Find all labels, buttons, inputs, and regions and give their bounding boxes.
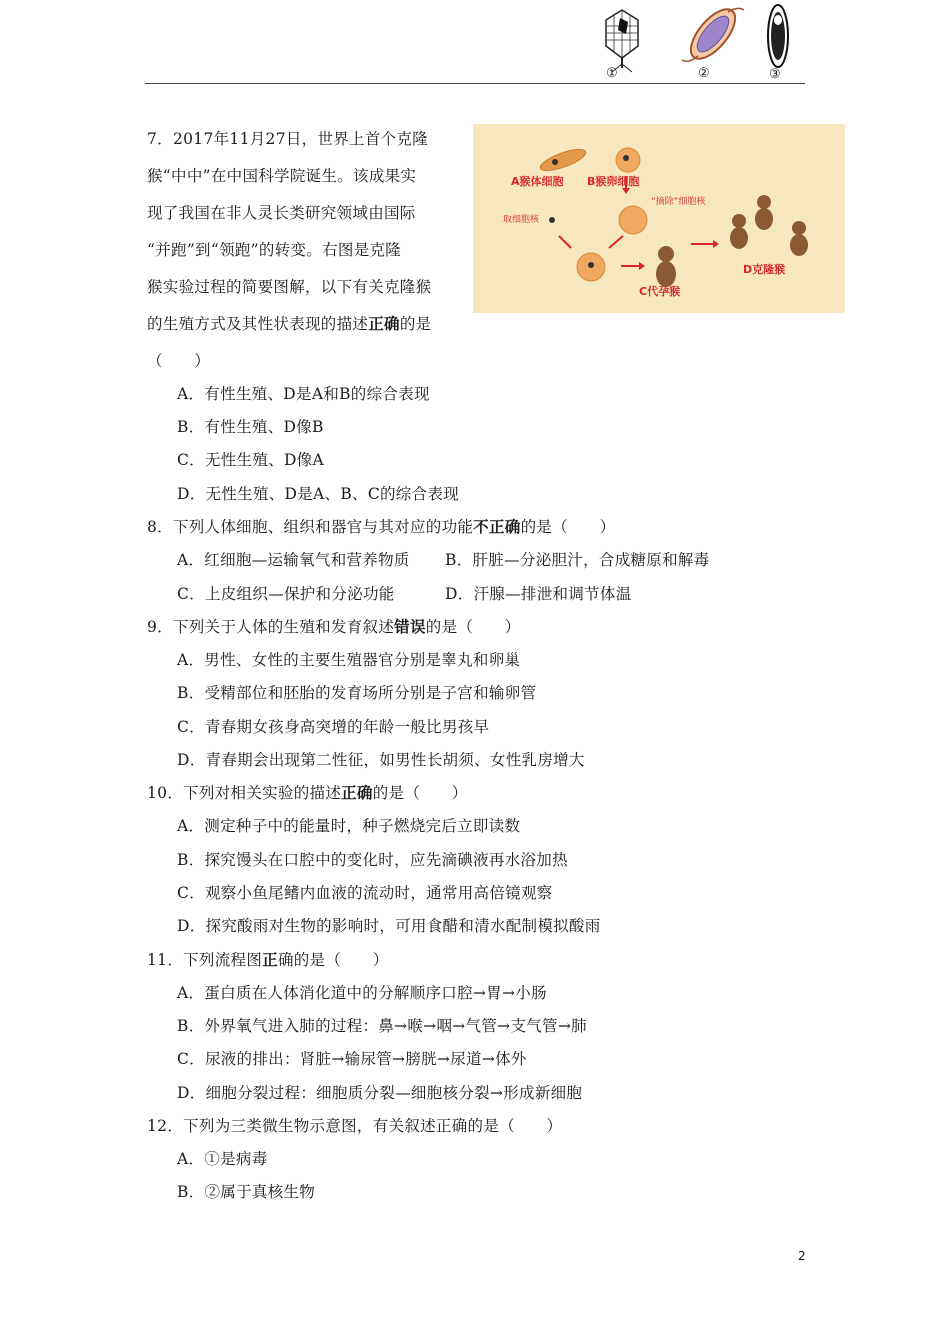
q7-option-b: B．有性生殖、D像B bbox=[177, 418, 324, 436]
cloning-diagram bbox=[473, 124, 845, 313]
q7-paren: （ ） bbox=[147, 352, 211, 370]
q9-option-c: C．青春期女孩身高突增的年龄一般比男孩早 bbox=[177, 718, 490, 736]
q7-line-1: 7．2017年11月27日，世界上首个克隆 bbox=[147, 130, 429, 148]
q10-stem: 10．下列对相关实验的描述正确的是（ ） bbox=[147, 784, 468, 802]
microbe-label-3: ③ bbox=[769, 67, 781, 82]
figure-label-b: B猴卵细胞 bbox=[587, 175, 640, 188]
q7-option-c: C．无性生殖、D像A bbox=[177, 451, 324, 469]
q10-option-a: A．测定种子中的能量时，种子燃烧完后立即读数 bbox=[177, 817, 521, 835]
figure-label-d: D克隆猴 bbox=[743, 263, 786, 276]
q7-line-6: 的生殖方式及其性状表现的描述正确的是 bbox=[147, 315, 432, 333]
q12-stem: 12．下列为三类微生物示意图，有关叙述正确的是（ ） bbox=[147, 1117, 563, 1135]
figure-label-a: A猴体细胞 bbox=[511, 175, 564, 188]
q11-option-b: B．外界氧气进入肺的过程：鼻→喉→咽→气管→支气管→肺 bbox=[177, 1017, 587, 1035]
q7-line-5: 猴实验过程的简要图解，以下有关克隆猴 bbox=[147, 278, 432, 296]
q10-option-d: D．探究酸雨对生物的影响时，可用食醋和清水配制模拟酸雨 bbox=[177, 917, 601, 935]
q8-option-b: B．肝脏—分泌胆汁，合成糖原和解毒 bbox=[445, 551, 710, 569]
q11-option-d: D．细胞分裂过程：细胞质分裂—细胞核分裂→形成新细胞 bbox=[177, 1084, 583, 1102]
yeast-illustration bbox=[766, 2, 790, 70]
q7-line-2: 猴“中中”在中国科学院诞生。该成果实 bbox=[147, 167, 417, 185]
q12-option-a: A．①是病毒 bbox=[177, 1150, 268, 1168]
microbe-label-1: ① bbox=[606, 66, 618, 81]
q7-line-4: “并跑”到“领跑”的转变。右图是克隆 bbox=[147, 241, 402, 259]
q9-option-d: D．青春期会出现第二性征，如男性长胡须、女性乳房增大 bbox=[177, 751, 585, 769]
figure-label-c: C代孕猴 bbox=[639, 285, 681, 298]
q8-option-c: C．上皮组织—保护和分泌功能 bbox=[177, 585, 395, 603]
q7-line-3: 现了我国在非人灵长类研究领域由国际 bbox=[147, 204, 416, 222]
q9-option-a: A．男性、女性的主要生殖器官分别是睾丸和卵巢 bbox=[177, 651, 521, 669]
q7-option-d: D．无性生殖、D是A、B、C的综合表现 bbox=[177, 485, 459, 503]
microbe-label-2: ② bbox=[698, 66, 710, 81]
q11-option-a: A．蛋白质在人体消化道中的分解顺序口腔→胃→小肠 bbox=[177, 984, 547, 1002]
q12-option-b: B．②属于真核生物 bbox=[177, 1183, 316, 1201]
figure-label-take-nucleus: 取细胞核 bbox=[503, 215, 540, 225]
q9-option-b: B．受精部位和胚胎的发育场所分别是子宫和输卵管 bbox=[177, 684, 537, 702]
q8-option-a: A．红细胞—运输氧气和营养物质 bbox=[177, 551, 410, 569]
q9-emphasis: 错误 bbox=[394, 618, 426, 636]
q7-emphasis: 正确 bbox=[368, 315, 400, 333]
header-divider bbox=[145, 83, 805, 84]
q11-stem: 11．下列流程图正确的是（ ） bbox=[147, 951, 389, 969]
q7-option-a: A．有性生殖、D是A和B的综合表现 bbox=[177, 385, 430, 403]
q8-stem: 8．下列人体细胞、组织和器官与其对应的功能不正确的是（ ） bbox=[147, 518, 616, 536]
q10-emphasis: 正确 bbox=[341, 784, 373, 802]
q8-option-d: D．汗腺—排泄和调节体温 bbox=[445, 585, 632, 603]
q8-emphasis: 不正确 bbox=[473, 518, 521, 536]
q10-option-b: B．探究馒头在口腔中的变化时，应先滴碘液再水浴加热 bbox=[177, 851, 568, 869]
q11-option-c: C．尿液的排出：肾脏→输尿管→膀胱→尿道→体外 bbox=[177, 1050, 527, 1068]
q11-emphasis: 正 bbox=[262, 951, 278, 969]
bacterium-illustration bbox=[680, 2, 746, 70]
q10-option-c: C．观察小鱼尾鳍内血液的流动时，通常用高倍镜观察 bbox=[177, 884, 553, 902]
page-number: 2 bbox=[798, 1249, 806, 1263]
q9-stem: 9．下列关于人体的生殖和发育叙述错误的是（ ） bbox=[147, 618, 521, 636]
figure-label-remove-nucleus: “摘除”细胞核 bbox=[651, 197, 706, 207]
